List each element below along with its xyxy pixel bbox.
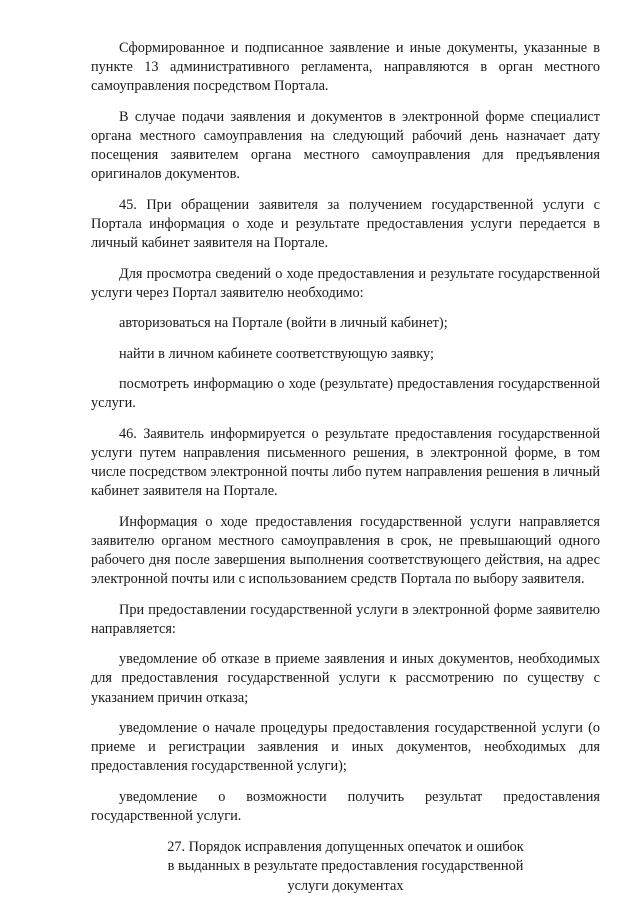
list-item-authorize: авторизоваться на Портале (войти в личный кабинет); [119,315,448,332]
paragraph-progress-info: Информация о ходе предоставления государственной услуги направляется заявителю органом местного самоуправления в срок, не превышающий одного рабочего дня после завершения выполнения соответствующего действия, на адрес электронной почты или с использованием средств Портала по выбору заявителя. [91,513,600,588]
paragraph-submission: Сформированное и подписанное заявление и иные документы, указанные в пункте 13 административного регламента, направляются в орган местного самоуправления посредством Портала. [91,40,600,95]
heading-line-1: 27. Порядок исправления допущенных опечаток и ошибок [167,839,524,856]
paragraph-view-info-intro: Для просмотра сведений о ходе предоставления и результате государственной услуги через Портал заявителю необходимо: [91,265,600,301]
paragraph-46: 46. Заявитель информируется о результате предоставления государственной услуги путем направления письменного решения, в электронной форме, в том числе посредством электронной почты либо путем направления решения в личный кабинет заявителя на Портале. [91,425,600,500]
paragraph-notifications-intro: При предоставлении государственной услуги в электронной форме заявителю направляется: [91,601,600,637]
heading-line-2: в выданных в результате предоставления государственной [167,858,524,875]
list-item-refusal-notice: уведомление об отказе в приеме заявления и иных документов, необходимых для предоставления государственной услуги к рассмотрению по существу с указанием причин отказа; [91,651,600,706]
list-item-start-notice: уведомление о начале процедуры предоставления государственной услуги (о приеме и регистрации заявления и иных документов, необходимых для предоставления государственной услуги); [91,719,600,775]
list-item-view-info: посмотреть информацию о ходе (результате) предоставления государственной услуги. [91,375,600,412]
heading-line-3: услуги документах [287,877,404,894]
paragraph-electronic-submission: В случае подачи заявления и документов в электронной форме специалист органа местного самоуправления на следующий рабочий день назначает дату посещения заявителем органа местного самоуправления для предъявления оригиналов документов. [91,108,600,183]
section-heading-27 [91,838,600,896]
list-item-find-request: найти в личном кабинете соответствующую заявку; [119,345,434,362]
document-page [91,39,600,896]
list-item-result-notice: уведомление о возможности получить результат предоставления государственной услуги. [91,788,600,824]
paragraph-45: 45. При обращении заявителя за получением государственной услуги с Портала информация о ходе и результате предоставления услуги передается в личный кабинет заявителя на Портале. [91,196,600,252]
